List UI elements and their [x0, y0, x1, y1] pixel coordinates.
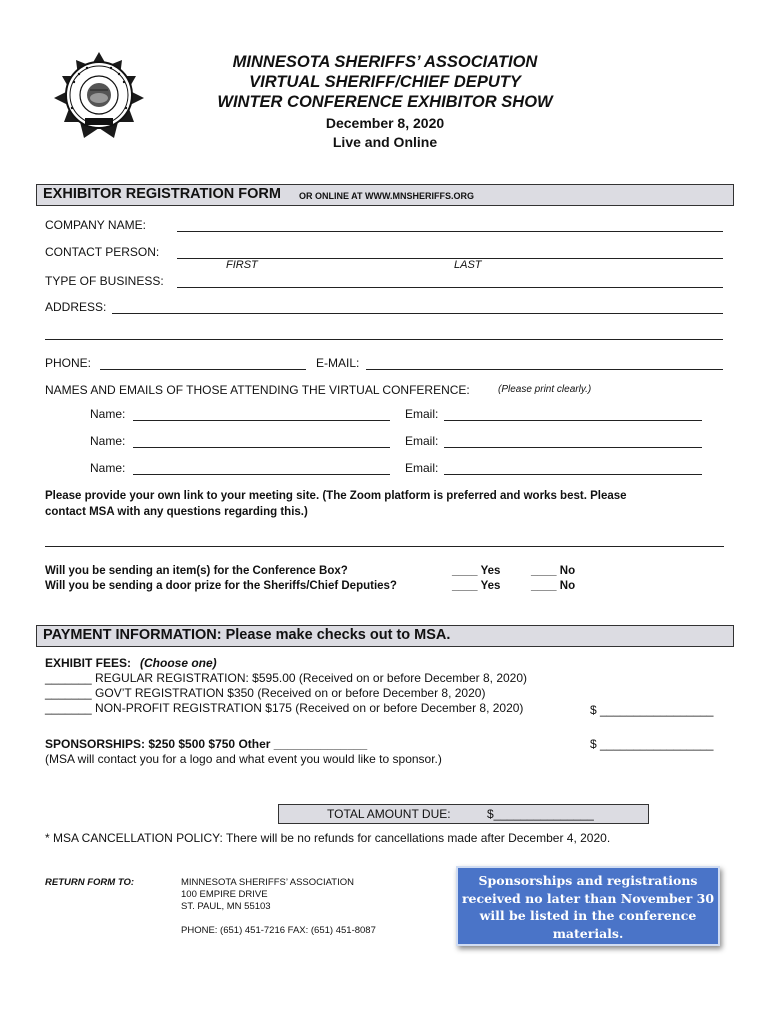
meeting-link-instructions-1: Please provide your own link to your meeting site. (The Zoom platform is preferred and works best. Please: [45, 490, 627, 502]
phone-label: PHONE:: [45, 356, 92, 370]
return-city: ST. PAUL, MN 55103: [181, 901, 271, 912]
conference-box-no[interactable]: ____ No: [531, 565, 576, 577]
email-label: E-MAIL:: [316, 356, 360, 370]
return-form-label: RETURN FORM TO:: [45, 877, 135, 888]
attendee-3-email-field[interactable]: [444, 474, 702, 475]
attendee-1-email-field[interactable]: [444, 420, 702, 421]
header-title-line-3: WINTER CONFERENCE EXHIBITOR SHOW: [217, 93, 553, 111]
return-org-name: MINNESOTA SHERIFFS’ ASSOCIATION: [181, 877, 354, 888]
callout-line-4: materials.: [552, 925, 624, 941]
payment-section-header: [36, 625, 734, 647]
business-type-field[interactable]: [177, 287, 723, 288]
meeting-link-instructions-2: contact MSA with any questions regarding this.): [45, 506, 308, 518]
total-amount-box: [278, 804, 649, 824]
payment-heading: PAYMENT INFORMATION: Please make checks out to MSA.: [43, 627, 451, 643]
attendees-note: (Please print clearly.): [498, 384, 592, 395]
address-field-line-2[interactable]: [45, 339, 723, 340]
contact-person-label: CONTACT PERSON:: [45, 245, 160, 259]
attendee-3-name-field[interactable]: [133, 474, 390, 475]
sponsorship-deadline-callout: [456, 866, 720, 946]
header-title-line-2: VIRTUAL SHERIFF/CHIEF DEPUTY: [249, 73, 521, 91]
attendee-2-name-field[interactable]: [133, 447, 390, 448]
business-type-label: TYPE OF BUSINESS:: [45, 274, 164, 288]
sheriff-star-seal-icon: [50, 52, 148, 138]
door-prize-question: Will you be sending a door prize for the Sheriffs/Chief Deputies?: [45, 580, 397, 592]
attendee-1-email-label: Email:: [405, 407, 439, 421]
address-label: ADDRESS:: [45, 300, 107, 314]
email-field[interactable]: [366, 369, 723, 370]
exhibit-fees-label: EXHIBIT FEES:: [45, 656, 132, 670]
sponsorships-options[interactable]: SPONSORSHIPS: $250 $500 $750 Other ______________: [45, 737, 368, 751]
attendee-2-name-label: Name:: [90, 434, 126, 448]
first-name-label: FIRST: [226, 259, 258, 271]
attendee-2-email-label: Email:: [405, 434, 439, 448]
fee-option-nonprofit[interactable]: _______ NON-PROFIT REGISTRATION $175 (Received on or before December 8, 2020): [45, 701, 524, 715]
company-name-label: COMPANY NAME:: [45, 218, 146, 232]
fee-option-government[interactable]: _______ GOV’T REGISTRATION $350 (Received on or before December 8, 2020): [45, 686, 486, 700]
door-prize-yes[interactable]: ____ Yes: [452, 580, 501, 592]
door-prize-no[interactable]: ____ No: [531, 580, 576, 592]
company-name-field[interactable]: [177, 231, 723, 232]
registration-heading: EXHIBITOR REGISTRATION FORM: [43, 186, 281, 202]
attendee-3-email-label: Email:: [405, 461, 439, 475]
header-title-line-1: MINNESOTA SHERIFFS’ ASSOCIATION: [232, 53, 538, 71]
cancellation-policy: * MSA CANCELLATION POLICY: There will be no refunds for cancellations made after December 4, 2020.: [45, 831, 611, 845]
msa-logo: [50, 52, 148, 138]
attendee-1-name-field[interactable]: [133, 420, 390, 421]
total-amount-label: TOTAL AMOUNT DUE:: [327, 807, 451, 821]
last-name-label: LAST: [454, 259, 482, 271]
fee-option-regular[interactable]: _______ REGULAR REGISTRATION: $595.00 (Received on or before December 8, 2020): [45, 671, 528, 685]
sponsorship-amount-field[interactable]: $ _________________: [590, 737, 714, 751]
callout-line-2: received no later than November 30: [461, 890, 715, 906]
return-street: 100 EMPIRE DRIVE: [181, 889, 268, 900]
header-block: [175, 52, 595, 152]
exhibit-fees-note: (Choose one): [140, 656, 217, 670]
attendee-1-name-label: Name:: [90, 407, 126, 421]
conference-box-question: Will you be sending an item(s) for the Conference Box?: [45, 565, 348, 577]
attendee-2-email-field[interactable]: [444, 447, 702, 448]
header-date: December 8, 2020: [325, 115, 445, 131]
registration-section-header: [36, 184, 734, 206]
attendee-3-name-label: Name:: [90, 461, 126, 475]
conference-box-yes[interactable]: ____ Yes: [452, 565, 501, 577]
total-amount-field[interactable]: $_______________: [487, 807, 594, 821]
sponsorships-note: (MSA will contact you for a logo and what event you would like to sponsor.): [45, 752, 442, 766]
return-phone-fax: PHONE: (651) 451-7216 FAX: (651) 451-8087: [181, 925, 376, 936]
callout-line-3: will be listed in the conference: [479, 908, 697, 923]
header-venue: Live and Online: [332, 134, 438, 150]
exhibit-fee-amount-field[interactable]: $ _________________: [590, 703, 714, 717]
callout-line-1: Sponsorships and registrations: [478, 873, 698, 888]
meeting-link-field[interactable]: [45, 546, 724, 547]
attendees-label: NAMES AND EMAILS OF THOSE ATTENDING THE VIRTUAL CONFERENCE:: [45, 383, 470, 397]
phone-field[interactable]: [100, 369, 306, 370]
contact-person-field[interactable]: [177, 258, 723, 259]
address-field-line-1[interactable]: [112, 313, 723, 314]
registration-online-note: OR ONLINE AT WWW.MNSHERIFFS.ORG: [299, 191, 474, 201]
